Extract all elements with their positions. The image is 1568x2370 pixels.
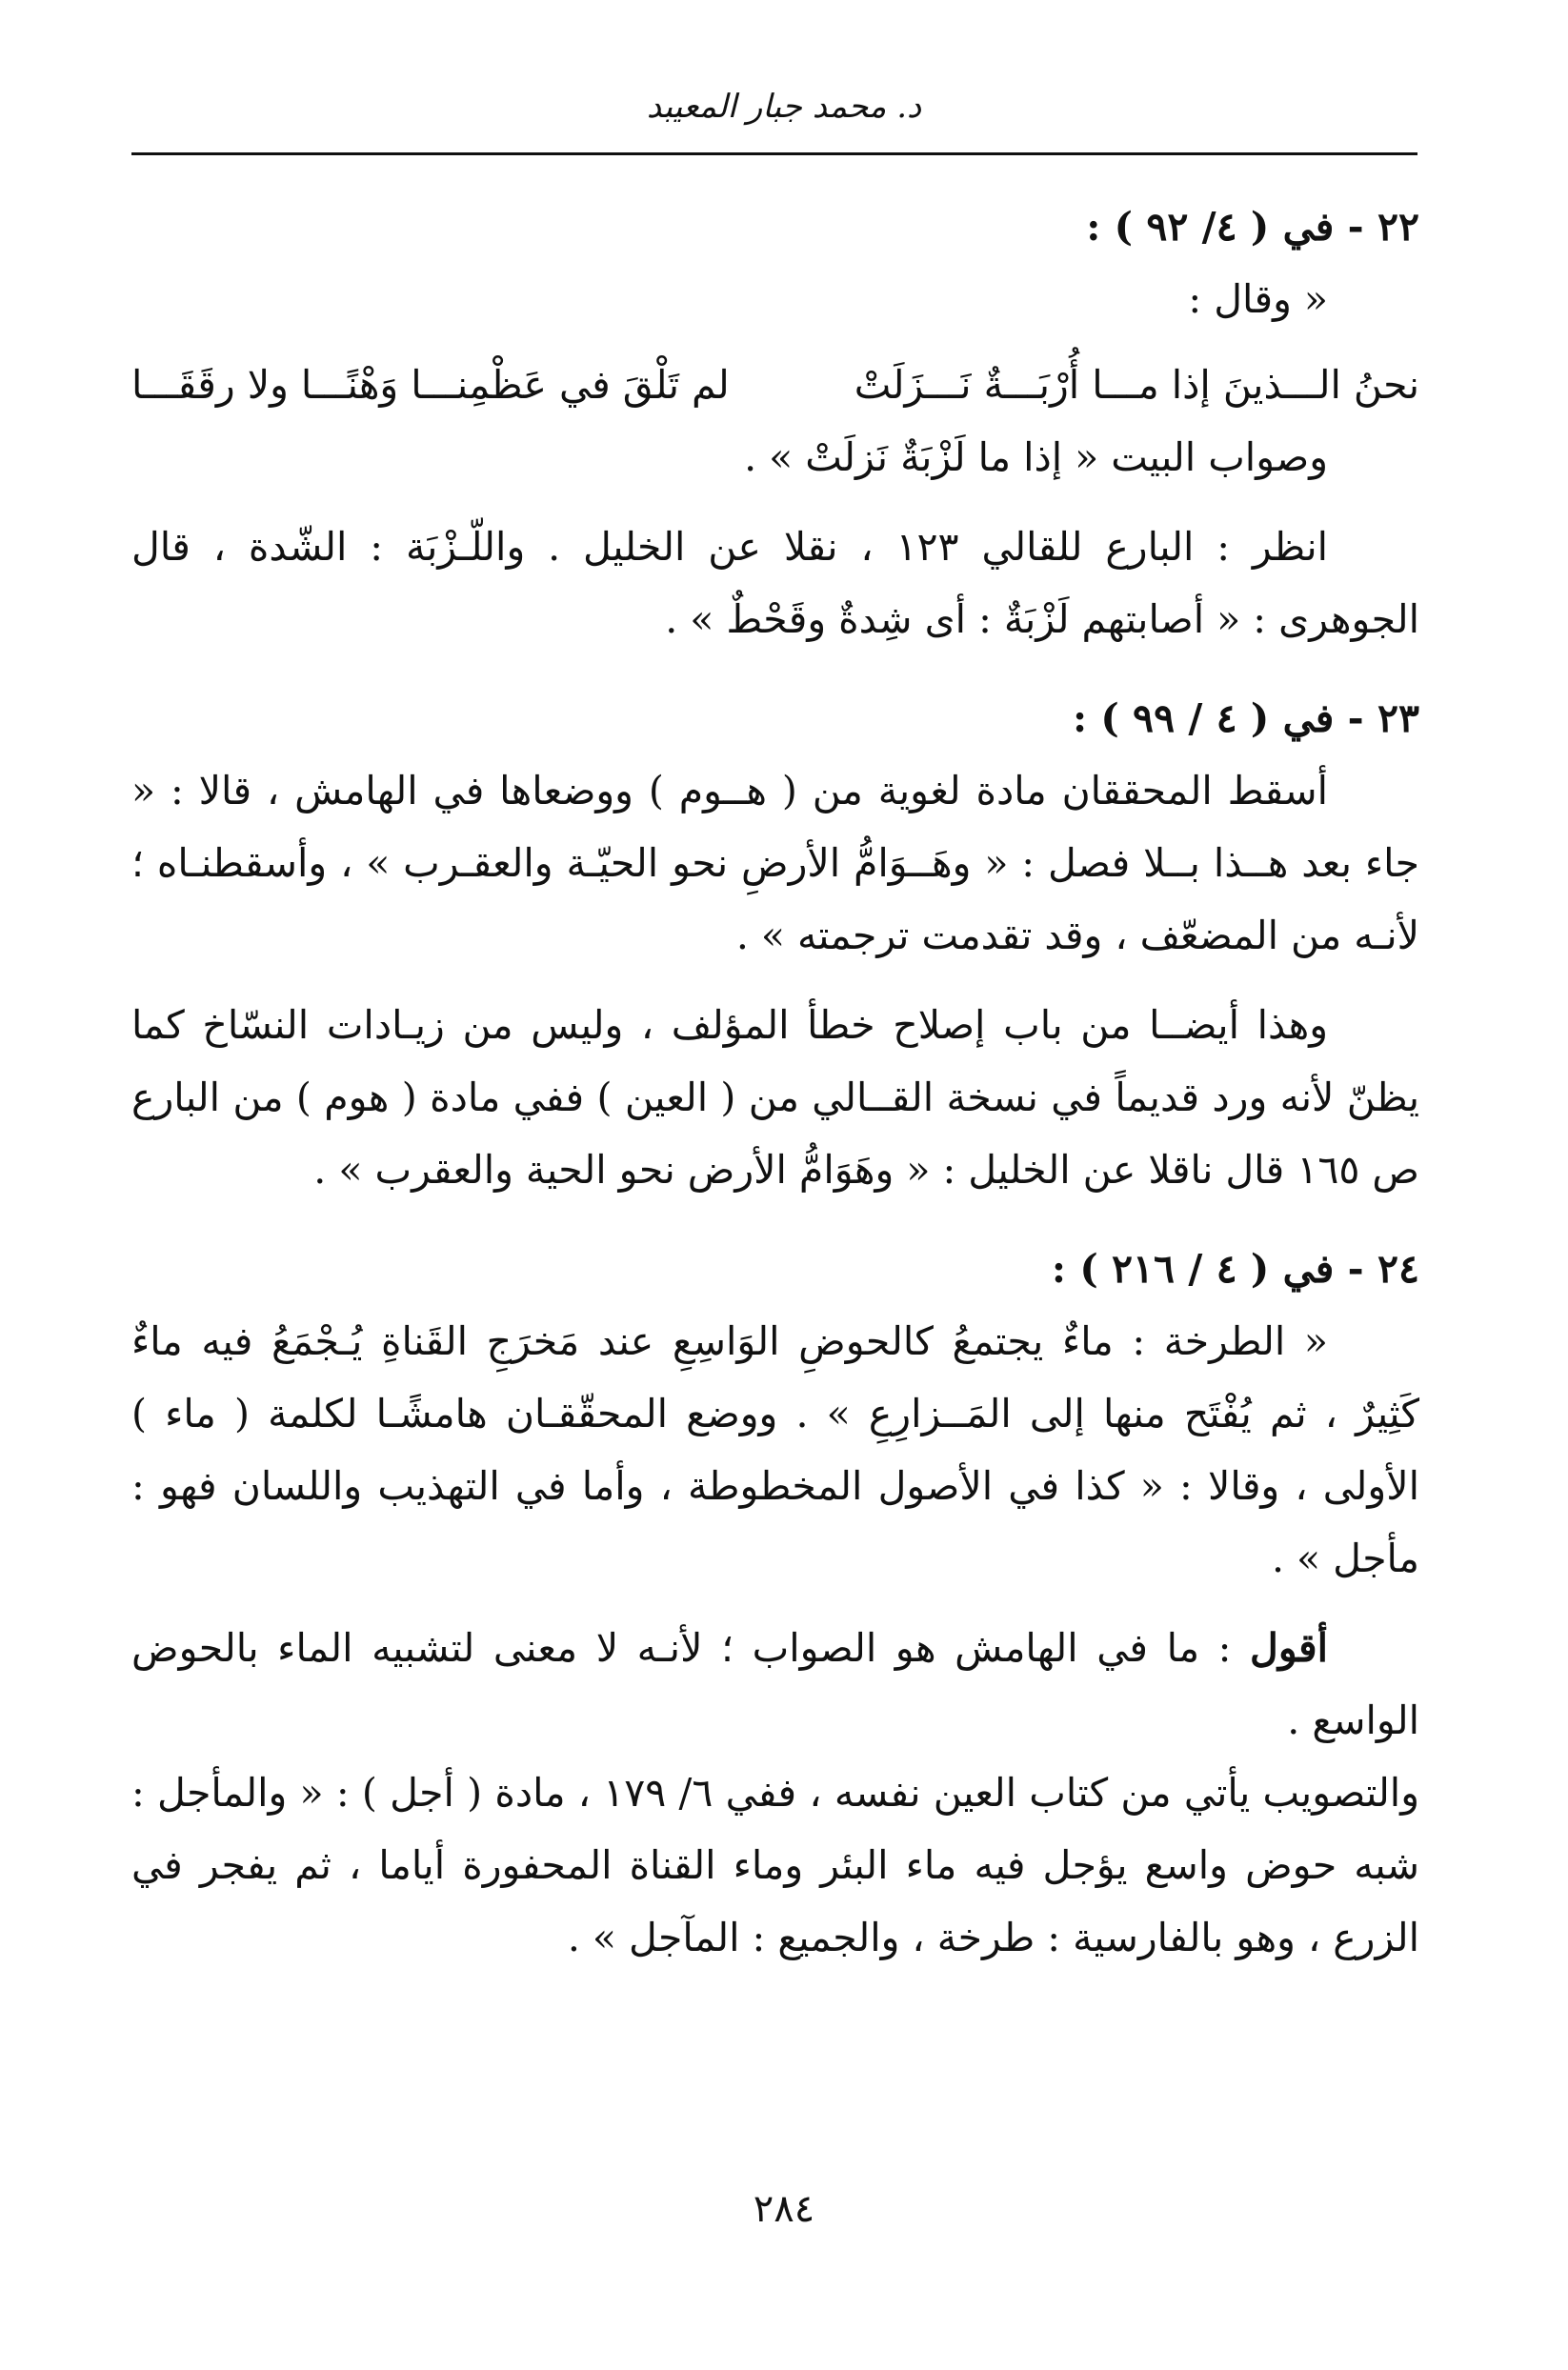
verse-first-hemistich: نحنُ الـــذينَ إذا مـــا أُرْبَـــةٌ نَـــزَلَتْ xyxy=(854,362,1419,408)
paragraph: وهذا أيضــا من باب إصلاح خطأ المؤلف ، وليس من زيـادات النسّاخ كما يظنّ لأنه ورد قديماً في نسخة القــالي من ( العين ) ففي مادة ( هوم ) من البارع ص ١٦٥ قال ناقلا عن الخليل : « وهَوَامُّ الأرض نحو الحية والعقرب » . xyxy=(131,1002,1419,1193)
paragraph: والتصويب يأتي من كتاب العين نفسه ، ففي ٦/ ١٧٩ ، مادة ( أجل ) : « والمأجل : شبه حوض واسع يؤجل فيه ماء البئر وماء القناة المحفورة أياما ، ثم يفجر في الزرع ، وهو بالفارسية : طرخة ، والجميع : المآجل » . xyxy=(131,1770,1420,1960)
paragraph xyxy=(131,1612,1419,1757)
section-heading: ٢٢ - في ( ٤/ ٩٢ ) : xyxy=(1086,204,1419,250)
section-heading: ٢٤ - في ( ٤ / ٢١٦ ) : xyxy=(1051,1246,1419,1292)
verse-second-hemistich: لم تَلْقَ في عَظْمِنـــا وَهْنًـــا ولا رقَقَـــا xyxy=(131,362,730,408)
section-22 xyxy=(131,181,1419,655)
page-body xyxy=(131,181,1419,1991)
page-number: ٢٨٤ xyxy=(753,2187,815,2231)
poetry-verse xyxy=(131,349,1419,421)
section-24 xyxy=(131,1223,1419,1974)
section-heading: ٢٣ - في ( ٤ / ٩٩ ) : xyxy=(1072,695,1419,741)
verse-correction: وصواب البيت « إذا ما لَزْبَةٌ نَزلَتْ » . xyxy=(744,434,1328,480)
paragraph: أسقط المحققان مادة لغوية من ( هــوم ) ووضعاها في الهامش ، قالا : « جاء بعد هــذا بــلا فصل : « وهَــوَامُّ الأرضِ نحو الحيّـة والعقـرب » ، وأسقطنـاه ؛ لأنـه من المضعّف ، وقد تقدمت ترجمته » . xyxy=(131,768,1419,958)
quote-intro: « وقال : xyxy=(1188,276,1328,322)
running-head: د. محمد جبار المعيبد xyxy=(646,88,922,126)
paragraph-text: : ما في الهامش هو الصواب ؛ لأنـه لا معنى لتشبيه الماء بالحوض الواسع . xyxy=(131,1625,1419,1743)
bold-lead-word: أقول xyxy=(1250,1625,1328,1671)
paragraph: انظر : البارع للقالي ١٢٣ ، نقلا عن الخليل . واللّـزْبَة : الشّدة ، قال الجوهرى : « أصابتهم لَزْبَةٌ : أى شِدةٌ وقَحْطٌ » . xyxy=(131,524,1419,642)
section-23 xyxy=(131,673,1419,1206)
header-rule xyxy=(131,152,1417,155)
paragraph: « الطرخة : ماءٌ يجتمعُ كالحوضِ الوَاسِعِ عند مَخرَجِ القَناةِ يُـجْمَعُ فيه ماءٌ كَثِيرٌ ، ثم يُفْتَح منها إلى المَــزارِعِ » . ووضع المحقّقـان هامشًـا لكلمة ( ماء ) الأولى ، وقالا : « كذا في الأصول المخطوطة ، وأما في التهذيب واللسان فهو : مأجل » . xyxy=(131,1318,1419,1581)
